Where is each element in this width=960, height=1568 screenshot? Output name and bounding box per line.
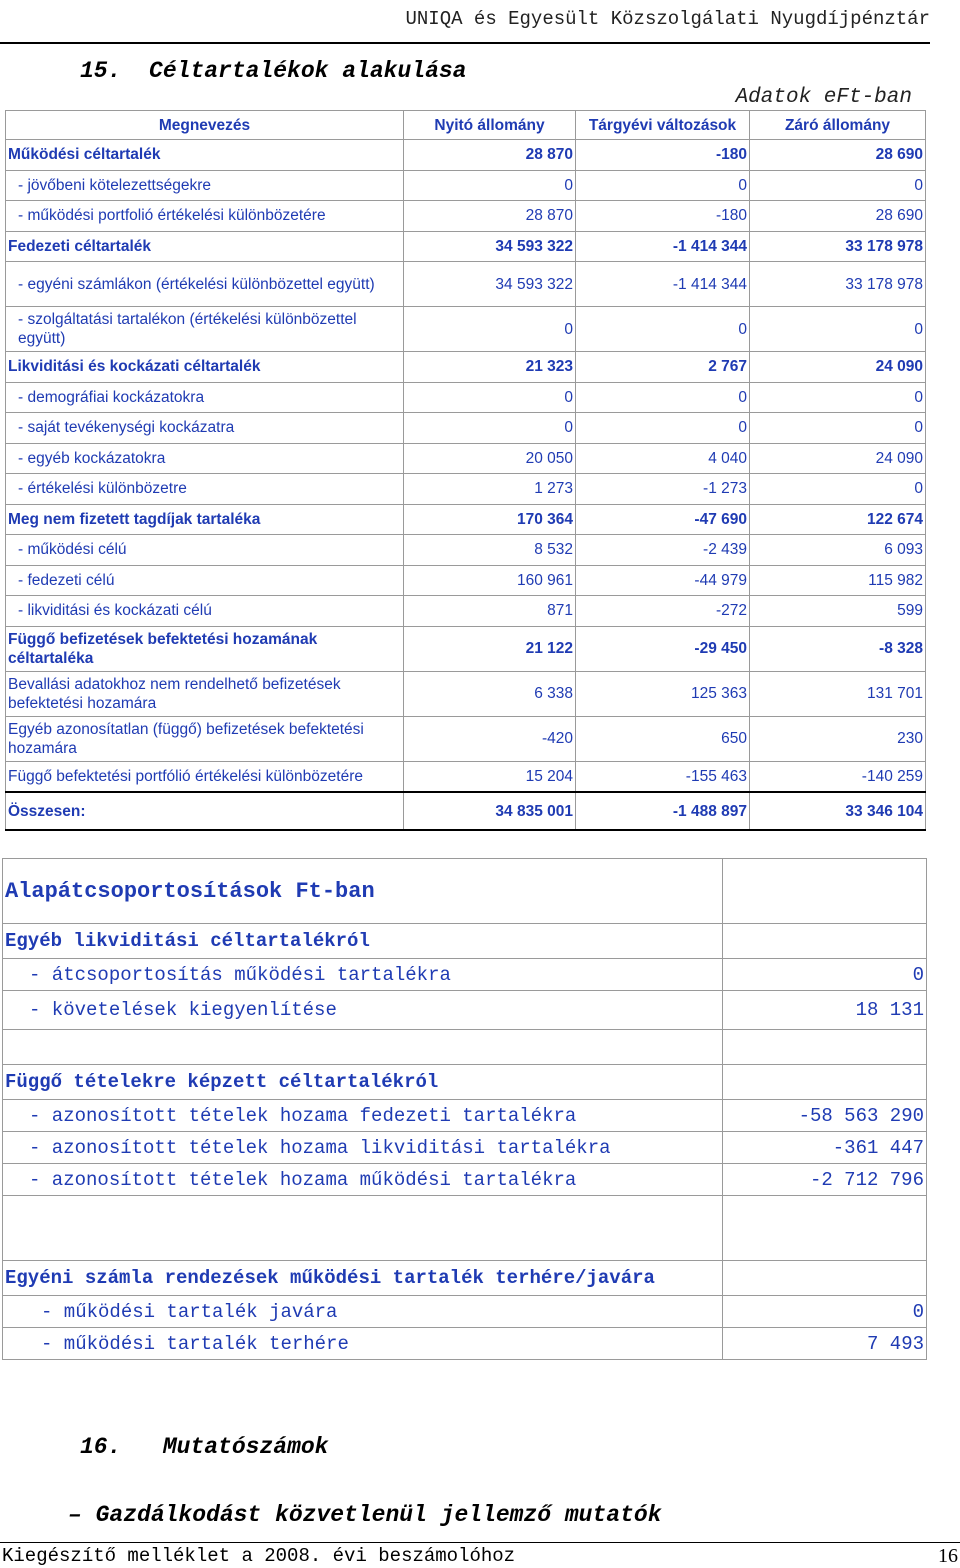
row-label: - egyéb kockázatokra [6,443,404,474]
opening-balance: -420 [404,716,576,761]
table-row [6,382,926,413]
opening-balance: 34 593 322 [404,231,576,262]
closing-balance: 24 090 [750,443,926,474]
row-label: Függő befektetési portfólió értékelési különbözetére [6,761,404,792]
closing-balance: 0 [750,170,926,201]
year-change: -29 450 [576,626,750,671]
closing-balance: -140 259 [750,761,926,792]
year-change: -47 690 [576,504,750,535]
closing-balance: 0 [750,382,926,413]
opening-balance: 34 835 001 [404,792,576,830]
closing-balance: 599 [750,596,926,627]
opening-balance: 871 [404,596,576,627]
row-label: Egyéb azonosítatlan (függő) befizetések befektetési hozamára [6,716,404,761]
year-change: -155 463 [576,761,750,792]
year-change: -2 439 [576,535,750,566]
table-row: - átcsoportosítás működési tartalékra 0 [3,959,927,991]
section-16-heading: Mutatószámok [162,1434,329,1460]
year-change: -1 414 344 [576,231,750,262]
opening-balance: 21 323 [404,352,576,383]
opening-balance: 170 364 [404,504,576,535]
closing-balance: 230 [750,716,926,761]
opening-balance: 28 870 [404,140,576,171]
opening-balance: 34 593 322 [404,262,576,307]
table-row: - azonosított tételek hozama fedezeti tartalékra -58 563 290 [3,1100,927,1132]
year-change: -44 979 [576,565,750,596]
closing-balance: 33 178 978 [750,262,926,307]
row-label: - működési portfolió értékelési különbözetére [6,201,404,232]
table-row: - azonosított tételek hozama likviditási tartalékra -361 447 [3,1132,927,1164]
opening-balance: 6 338 [404,671,576,716]
closing-balance: 122 674 [750,504,926,535]
table-row: - követelések kiegyenlítése 18 131 [3,991,927,1030]
group-title: Függő tételekre képzett céltartalékról [3,1065,723,1100]
year-change: -1 273 [576,474,750,505]
table-row [6,262,926,307]
table-row: - azonosított tételek hozama működési tartalékra -2 712 796 [3,1164,927,1196]
closing-balance: -8 328 [750,626,926,671]
group-title: Egyéb likviditási céltartalékról [3,924,723,959]
table-row [6,413,926,444]
year-change: -180 [576,201,750,232]
row-label: - jövőbeni kötelezettségekre [6,170,404,201]
column-header: Záró állomány [750,111,926,140]
table-row: - működési tartalék terhére 7 493 [3,1328,927,1360]
row-label: - értékelési különbözetre [6,474,404,505]
year-change: 0 [576,170,750,201]
footer-text: Kiegészítő melléklet a 2008. évi beszámolóhoz [2,1545,516,1567]
table-row: - működési tartalék javára 0 [3,1296,927,1328]
year-change: 0 [576,413,750,444]
header-rule [0,42,930,44]
table-row [6,596,926,627]
opening-balance: 0 [404,307,576,352]
table-row [6,626,926,671]
year-change: 650 [576,716,750,761]
table-row [6,792,926,830]
year-change: -1 488 897 [576,792,750,830]
opening-balance: 15 204 [404,761,576,792]
year-change: 4 040 [576,443,750,474]
row-label: Meg nem fizetett tagdíjak tartaléka [6,504,404,535]
table-row [6,535,926,566]
opening-balance: 0 [404,413,576,444]
group-title: Egyéni számla rendezések működési tartalék terhére/javára [3,1261,723,1296]
section-16-number: 16. [80,1434,122,1460]
closing-balance: 0 [750,413,926,444]
document-header: UNIQA és Egyesült Közszolgálati Nyugdíjpénztár [405,8,930,30]
groupings-table [2,858,927,1360]
table-row [6,761,926,792]
units-note: Adatok eFt-ban [735,86,912,109]
row-label: Függő befizetések befektetési hozamának céltartaléka [6,626,404,671]
closing-balance: 0 [750,307,926,352]
opening-balance: 1 273 [404,474,576,505]
table-row [6,307,926,352]
table-row [6,352,926,383]
section-16-title [80,1434,328,1460]
table-row [6,474,926,505]
footer-rule [0,1542,960,1543]
closing-balance: 6 093 [750,535,926,566]
opening-balance: 28 870 [404,201,576,232]
closing-balance: 24 090 [750,352,926,383]
year-change: -272 [576,596,750,627]
opening-balance: 0 [404,382,576,413]
table-row [6,443,926,474]
closing-balance: 115 982 [750,565,926,596]
row-label: - működési célú [6,535,404,566]
section-15-heading: Céltartalékok alakulása [149,58,467,84]
table-row [6,671,926,716]
table-row [6,716,926,761]
table-header-row [6,111,926,140]
row-label: - demográfiai kockázatokra [6,382,404,413]
year-change: -180 [576,140,750,171]
year-change: 125 363 [576,671,750,716]
year-change: -1 414 344 [576,262,750,307]
opening-balance: 21 122 [404,626,576,671]
opening-balance: 160 961 [404,565,576,596]
reserves-table [5,110,926,831]
table-row [6,565,926,596]
row-label: Működési céltartalék [6,140,404,171]
row-label: - likviditási és kockázati célú [6,596,404,627]
row-label: Összesen: [6,792,404,830]
opening-balance: 0 [404,170,576,201]
table-row [6,170,926,201]
closing-balance: 33 346 104 [750,792,926,830]
section-15-title [80,58,466,84]
row-label: Bevallási adatokhoz nem rendelhető befizetések befektetési hozamára [6,671,404,716]
groupings-title: Alapátcsoportosítások Ft-ban [3,859,723,924]
closing-balance: 131 701 [750,671,926,716]
closing-balance: 0 [750,474,926,505]
row-label: Fedezeti céltartalék [6,231,404,262]
section-16-subtitle: – Gazdálkodást közvetlenül jellemző mutatók [68,1502,662,1528]
column-header: Tárgyévi változások [576,111,750,140]
year-change: 0 [576,307,750,352]
opening-balance: 20 050 [404,443,576,474]
table-row [6,140,926,171]
page-number: 16 [938,1545,958,1567]
table-row [6,231,926,262]
row-label: - saját tevékenységi kockázatra [6,413,404,444]
closing-balance: 33 178 978 [750,231,926,262]
table-row [6,201,926,232]
opening-balance: 8 532 [404,535,576,566]
year-change: 0 [576,382,750,413]
closing-balance: 28 690 [750,201,926,232]
column-header: Megnevezés [6,111,404,140]
row-label: - szolgáltatási tartalékon (értékelési különbözettel együtt) [6,307,404,352]
row-label: - egyéni számlákon (értékelési különbözettel együtt) [6,262,404,307]
row-label: Likviditási és kockázati céltartalék [6,352,404,383]
year-change: 2 767 [576,352,750,383]
table-row [6,504,926,535]
closing-balance: 28 690 [750,140,926,171]
section-15-number: 15. [80,58,122,84]
row-label: - fedezeti célú [6,565,404,596]
column-header: Nyitó állomány [404,111,576,140]
table-body [6,140,926,831]
